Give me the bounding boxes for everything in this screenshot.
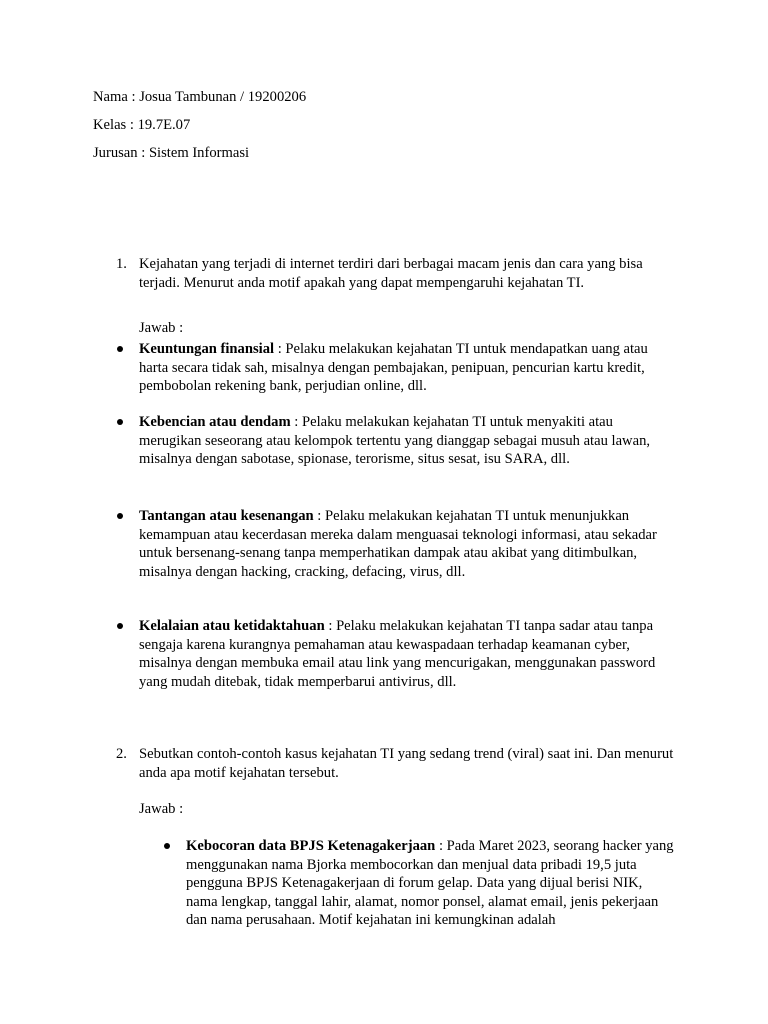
answer-desc: : Pelaku melakukan kejahatan TI untuk menunjukkan kemampuan atau kecerdasan mereka dalam menguasai teknologi informasi, atau sekadar untuk bersenang-senang tanpa memperhatikan dampak atau akibat yang ditimbulkan, misalnya dengan hacking, cracking, defacing, virus, dll. [139, 508, 657, 580]
question-1-text: Kejahatan yang terjadi di internet terdiri dari berbagai macam jenis dan cara yang bisa terjadi. Menurut anda motif apakah yang dapat mempengaruhi kejahatan TI. [139, 256, 643, 291]
student-major: Jurusan : Sistem Informasi [93, 145, 250, 161]
answer-term: Keuntungan finansial [139, 341, 275, 357]
answer-2-kebocoran-bpjs [186, 837, 676, 930]
answer-desc: : Pelaku melakukan kejahatan TI untuk menyakiti atau merugikan seseorang atau kelompok tertentu yang dianggap sebagai musuh atau lawan, misalnya dengan sabotase, spionase, terorisme, situs sesat, isu SARA, dll. [139, 414, 651, 467]
answer-term: Kebocoran data BPJS Ketenagakerjaan [186, 838, 436, 854]
question-2-text: Sebutkan contoh-contoh kasus kejahatan TI yang sedang trend (viral) saat ini. Dan menurut anda apa motif kejahatan tersebut. [139, 746, 674, 781]
bullet-icon [117, 346, 123, 352]
answer-term: Tantangan atau kesenangan [139, 508, 314, 524]
answer-term: Kelalaian atau ketidaktahuan [139, 618, 325, 634]
answer-1-kebencian-dendam [139, 413, 674, 469]
question-1-jawab-label: Jawab : [139, 320, 184, 336]
question-2-jawab-label: Jawab : [139, 801, 184, 817]
bullet-icon [117, 419, 123, 425]
question-2-number: 2. [116, 746, 127, 762]
student-class: Kelas : 19.7E.07 [93, 117, 191, 133]
answer-term: Kebencian atau dendam [139, 414, 291, 430]
answer-1-tantangan-kesenangan [139, 507, 674, 581]
bullet-icon [117, 623, 123, 629]
answer-desc: : Pelaku melakukan kejahatan TI tanpa sadar atau tanpa sengaja karena kurangnya pemahaman atau kewaspadaan terhadap keamanan cyber, misalnya dengan membuka email atau link yang mencurigakan, menggunakan password yang mudah ditebak, tidak memperbarui antivirus, dll. [139, 618, 656, 690]
answer-1-kelalaian-ketidaktahuan [139, 617, 674, 691]
answer-1-keuntungan-finansial [139, 340, 674, 396]
answer-desc: : Pelaku melakukan kejahatan TI untuk mendapatkan uang atau harta secara tidak sah, misalnya dengan pembajakan, penipuan, pencurian kartu kredit, pembobolan rekening bank, perjudian online, dll. [139, 341, 648, 394]
answer-desc: : Pada Maret 2023, seorang hacker yang menggunakan nama Bjorka membocorkan dan menjual data pribadi 19,5 juta pengguna BPJS Ketenagakerjaan di forum gelap. Data yang dijual berisi NIK, nama lengkap, tanggal lahir, alamat, nomor ponsel, alamat email, jenis pekerjaan dan nama perusahaan. Motif kejahatan ini kemungkinan adalah [186, 838, 674, 928]
bullet-icon [117, 513, 123, 519]
bullet-icon [164, 843, 170, 849]
question-1-number: 1. [116, 256, 127, 272]
student-name: Nama : Josua Tambunan / 19200206 [93, 89, 307, 105]
